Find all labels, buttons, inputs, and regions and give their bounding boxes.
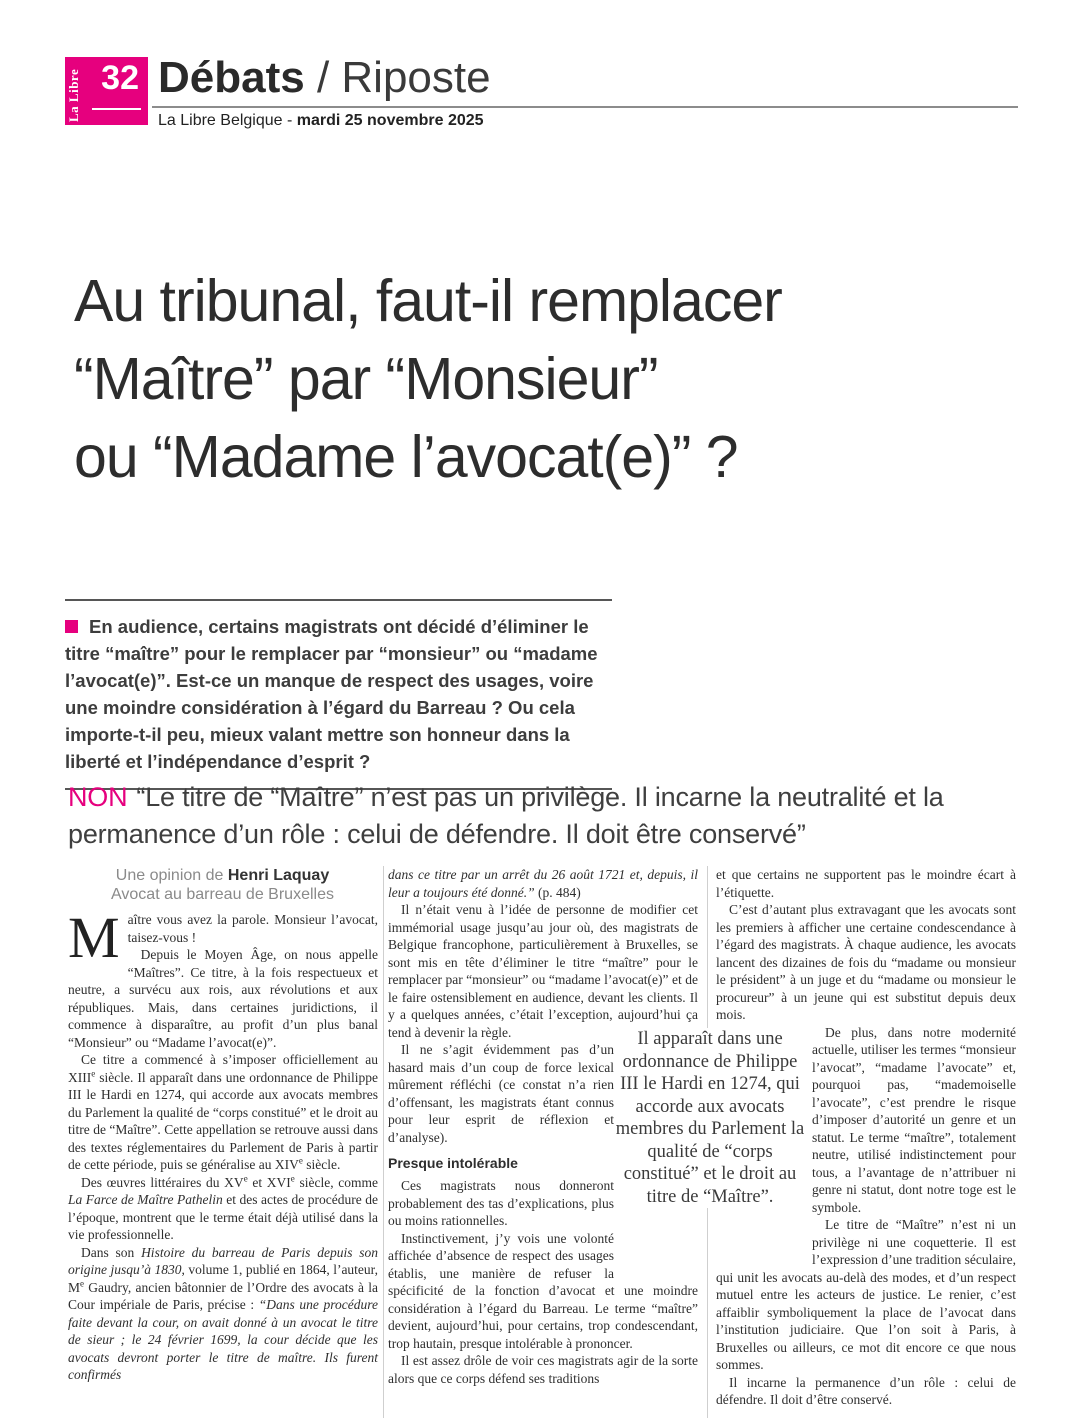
header-rule bbox=[152, 106, 1018, 108]
paragraph: Instinctivement, j’y vois une volonté affichée d’absence de respect des usages établis, une manière de refuser la spécificité de la fonction d’avocat et une moindre considération à l’égard du Barreau. Le terme “maître” devient, aujourd’hui, pour certains, trop condescendant, trop hautain, presque intolérable à prononcer. bbox=[388, 1230, 698, 1351]
paragraph: Il incarne la permanence d’un rôle : celui de défendre. Il doit d’être conservé. bbox=[716, 1374, 1016, 1407]
paragraph: Il ne s’agit évidemment pas d’un hasard mais d’un coup de force lexical mûrement réfléchi (ce constat n’a rien d’offensant, les magistrats étant connus pour leur esprit de réflexion et d’analyse). bbox=[388, 1042, 614, 1145]
paragraph: aître vous avez la parole. Monsieur l’avocat, taisez-vous ! bbox=[127, 912, 378, 945]
paragraph: Ces magistrats nous donneront probablement des tas d’explications, plus ou moins rationnelles. bbox=[388, 1178, 614, 1228]
edition-line bbox=[158, 112, 484, 130]
paragraph: Le titre de “Maître” n’est ni un privilège ni une coquetterie. Il est l’expression d’une tradition séculaire, qui unit les avocats au-delà des modes, et d’un respect mutuel entre les acteurs de justice. Le renier, c’est affaiblir symboliquement la place de l’avocat dans l’institution judiciaire. Que l’on soit à Paris, à Bruxelles ou ailleurs, ce mot dit encore ce que nous sommes. bbox=[716, 1217, 1016, 1372]
section-name: Débats bbox=[158, 53, 305, 102]
headline bbox=[74, 262, 1014, 496]
paragraph: Il n’était venu à l’idée de personne de modifier cet immémorial usage jusqu’au jour où, des magistrats de Belgique francophone, particulièrement à Bruxelles, se sont mis en tête d’éliminer le titre “maître” pour le remplacer par “monsieur” ou “madame l’avocat(e)” et de le faire ostensiblement en audience, devant les clients. Il y a quelques années, c’était l’exception, aujourd’hui ça tend à devenir la règle. bbox=[388, 902, 698, 1040]
paragraph: Des œuvres littéraires du XVe et XVIe siècle, comme La Farce de Maître Pathelin et des actes de procédure de l’époque, montrent que le terme était déjà utilisé dans la vie professionnelle. bbox=[68, 1173, 379, 1242]
edition-date: mardi 25 novembre 2025 bbox=[296, 112, 484, 129]
paragraph: Depuis le Moyen Âge, on nous appelle “Maîtres”. Ce titre, à la fois respectueux et neutre, a survécu aux rois, aux révolutions et aux républiques. Mais, dans certaines juridictions, il commence à disparaître, au profit d’un plus banal “Monsieur” ou “Madame l’avocat(e)”. bbox=[68, 947, 378, 1050]
paragraph: C’est d’autant plus extravagant que les avocats sont les premiers à afficher une certaine condescendance à l’égard des magistrats. À chaque audience, les avocats lancent des dizaines de fois du “madame ou monsieur le président” à un juge et du “madame ou monsieur le procureur” à un jeune qui est substitut depuis deux mois. bbox=[716, 902, 1016, 1022]
paragraph: De plus, dans notre modernité actuelle, utiliser les termes “monsieur l’avocat”, “madame l’avocate” et, pourquoi pas, “mademoiselle l’avocate”, c’est prendre le risque d’imposer d’autorité un genre et un statut. Le terme “maître”, totalement neutre, utilisé indistinctement pour tous, a l’avantage de n’attribuer ni genre ni statut, dont notre toge est le symbole. bbox=[812, 1024, 1016, 1215]
brand-logo: La Libre bbox=[66, 68, 81, 122]
subheading: Presque intolérable bbox=[388, 1155, 518, 1171]
author-name: Henri Laquay bbox=[227, 867, 330, 884]
paragraph: Il est assez drôle de voir ces magistrats agir de la sorte alors que ce corps défend ses traditions bbox=[388, 1353, 698, 1386]
article-column-1 bbox=[68, 905, 379, 1384]
section-title bbox=[158, 53, 491, 103]
subsection-name: / Riposte bbox=[304, 53, 491, 102]
standfirst-text: En audience, certains magistrats ont décidé d’éliminer le titre “maître” pour le remplacer par “monsieur” ou “madame l’avocat(e)”. Est-ce un manque de respect des usages, voire une moindre considération à l’égard du Barreau ? Ou cela importe-t-il peu, mieux valant mettre son honneur dans la liberté et l’indépendance d’esprit ? bbox=[65, 616, 598, 772]
stance-line bbox=[68, 779, 1018, 853]
paragraph: dans ce titre par un arrêt du 26 août 1721 et, depuis, il leur a toujours été donné.” (p. 484) bbox=[388, 867, 698, 900]
paragraph: Ce titre a commencé à s’imposer officiellement au XIIIe siècle. Il apparaît dans une ordonnance de Philippe III le Hardi en 1274, qui accorde aux avocats membres du Parlement la qualité de “corps constitué” et le droit au titre de “Maître”. Cette appellation se retrouve aussi dans des textes réglementaires du Parlement de Paris à partir de cette période, puis se généralise au XIVe siècle. bbox=[68, 1052, 378, 1172]
stance-quote: “Le titre de “Maître” n’est pas un privilège. Il incarne la neutralité et la permanence d’un rôle : celui de défendre. Il doit être conservé” bbox=[68, 782, 944, 849]
pull-quote: Il apparaît dans une ordonnance de Philippe III le Hardi en 1274, qui accorde aux avocats membres du Parlement la qualité de “corps constitué” et le droit au titre de “Maître”. bbox=[615, 1029, 805, 1207]
paragraph: Dans son Histoire du barreau de Paris depuis son origine jusqu’à 1830, volume 1, publié en 1864, l’auteur, Me Gaudry, ancien bâtonnier de l’Ordre des avocats à la Cour impériale de Paris, précise : “Dans une procédure faite devant la cour, on avait donné à un avocat le titre de sieur ; le 24 février 1699, la cour décide que les avocats devront porter le titre de maître. Ils furent confirmés bbox=[68, 1244, 379, 1382]
masthead-brand-box bbox=[65, 57, 148, 125]
page-number: 32 bbox=[101, 59, 139, 97]
paragraph: et que certains ne supportent pas le moindre écart à l’étiquette. bbox=[716, 867, 1016, 900]
author-role: Avocat au barreau de Bruxelles bbox=[111, 886, 334, 903]
stance-label: NON bbox=[68, 782, 128, 812]
square-bullet-icon bbox=[65, 620, 78, 633]
drop-cap: M bbox=[68, 905, 120, 970]
byline bbox=[65, 866, 380, 904]
page-number-underline bbox=[92, 108, 141, 110]
column-rule-1 bbox=[383, 866, 384, 1418]
byline-prefix: Une opinion de bbox=[115, 867, 228, 884]
standfirst bbox=[65, 599, 612, 790]
headline-line-1: Au tribunal, faut-il remplacer bbox=[74, 268, 782, 334]
edition-name: La Libre Belgique - bbox=[158, 112, 297, 129]
headline-line-2: “Maître” par “Monsieur” bbox=[74, 346, 658, 412]
headline-line-3: ou “Madame l’avocat(e)” ? bbox=[74, 424, 738, 490]
